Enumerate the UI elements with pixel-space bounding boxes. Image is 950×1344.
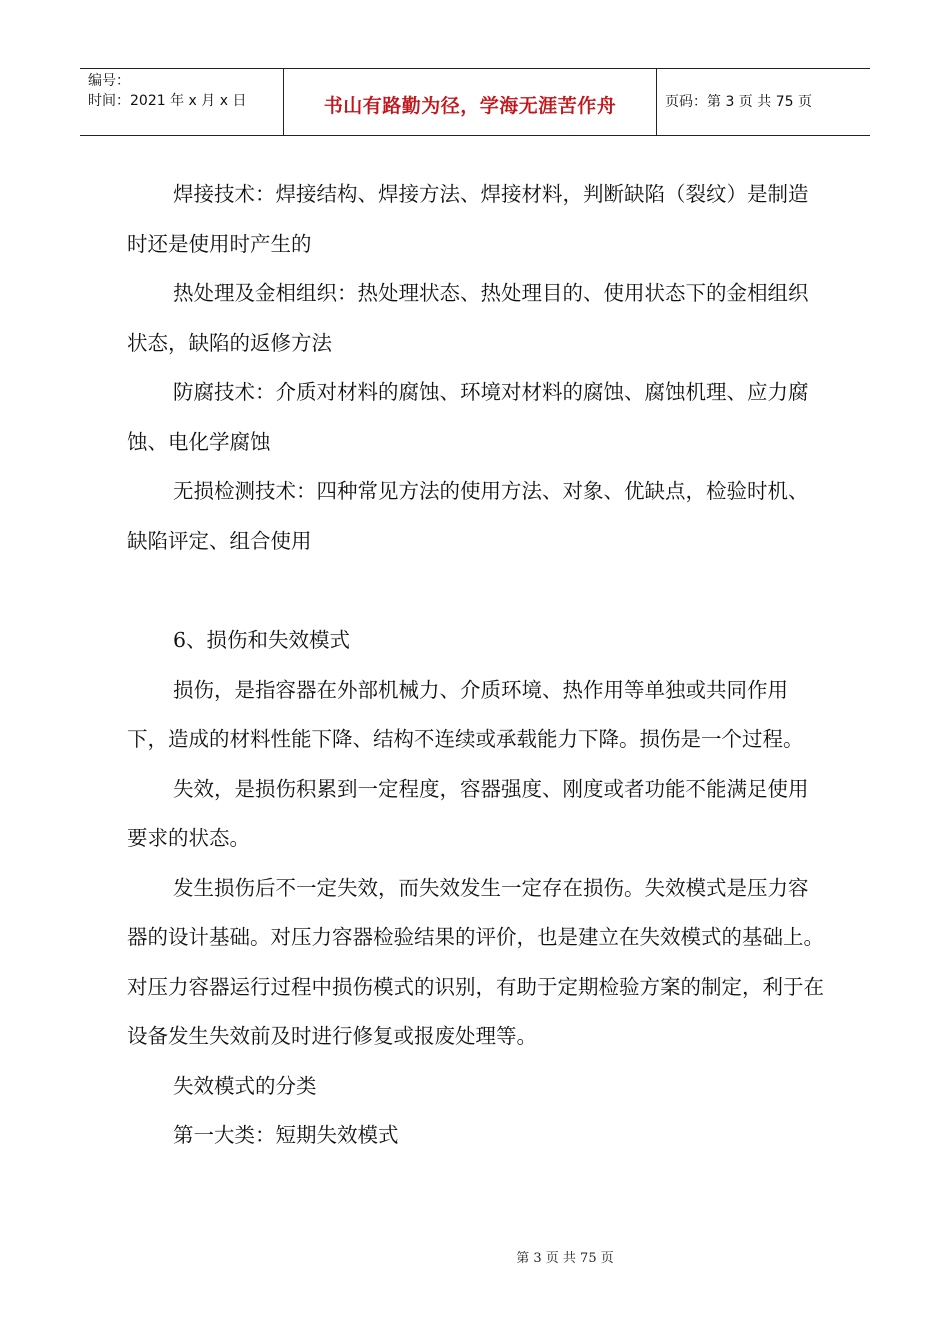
paragraph-welding: 焊接技术：焊接结构、焊接方法、焊接材料，判断缺陷（裂纹）是制造时还是使用时产生的 bbox=[127, 182, 809, 256]
document-body bbox=[127, 170, 827, 1161]
paragraph-heat-treatment: 热处理及金相组织：热处理状态、热处理目的、使用状态下的金相组织状态，缺陷的返修方法 bbox=[127, 281, 809, 355]
paragraph-failure-definition: 失效，是损伤积累到一定程度，容器强度、刚度或者功能不能满足使用要求的状态。 bbox=[127, 776, 809, 850]
paragraph-anticorrosion: 防腐技术：介质对材料的腐蚀、环境对材料的腐蚀、腐蚀机理、应力腐蚀、电化学腐蚀 bbox=[127, 380, 809, 454]
paragraph-first-category: 第一大类：短期失效模式 bbox=[173, 1123, 399, 1147]
header-motto-cell bbox=[283, 69, 657, 135]
header-motto: 书山有路勤为径，学海无涯苦作舟 bbox=[323, 94, 617, 117]
header-meta-cell bbox=[80, 69, 283, 135]
paragraph-classification-title: 失效模式的分类 bbox=[173, 1073, 317, 1098]
paragraph-damage-definition: 损伤，是指容器在外部机械力、介质环境、热作用等单独或共同作用下，造成的材料性能下降、结构不连续或承载能力下降。损伤是一个过程。 bbox=[127, 677, 804, 751]
document-header bbox=[80, 68, 870, 136]
header-page-info: 页码：第 3 页 共 75 页 bbox=[665, 94, 812, 110]
paragraph-ndt: 无损检测技术：四种常见方法的使用方法、对象、优缺点，检验时机、缺陷评定、组合使用 bbox=[127, 479, 809, 553]
paragraph-failure-mode-basis: 发生损伤后不一定失效，而失效发生一定存在损伤。失效模式是压力容器的设计基础。对压力容器检验结果的评价，也是建立在失效模式的基础上。对压力容器运行过程中损伤模式的识别，有助于定期检验方案的制定，利于在设备发生失效前及时进行修复或报废处理等。 bbox=[127, 875, 824, 1048]
section-heading: 6、损伤和失效模式 bbox=[173, 628, 351, 652]
document-number-label: 编号： bbox=[88, 73, 130, 89]
document-date-label: 时间：2021 年 x 月 x 日 bbox=[88, 93, 247, 109]
page-footer: 第 3 页 共 75 页 bbox=[516, 1251, 614, 1266]
blank-line bbox=[127, 566, 827, 616]
header-page-cell bbox=[657, 69, 870, 135]
